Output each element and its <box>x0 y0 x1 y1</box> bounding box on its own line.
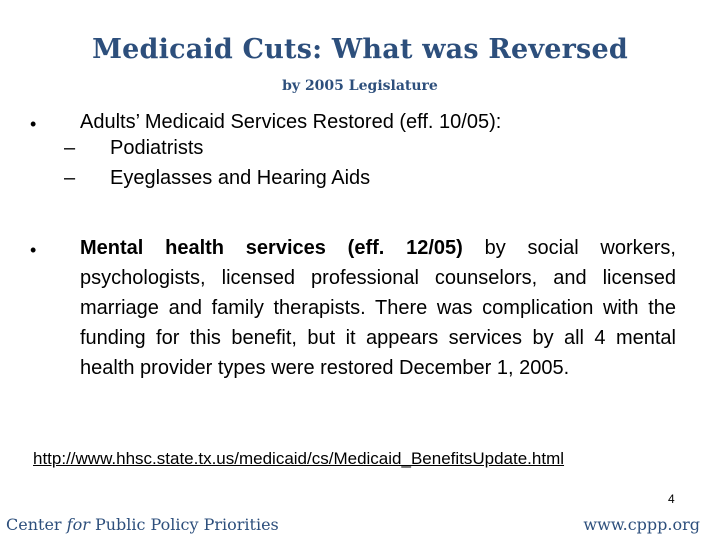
subitem-eyeglasses: Eyeglasses and Hearing Aids <box>110 167 371 189</box>
org-name-part: Public Policy Priorities <box>89 515 279 534</box>
slide-title: Medicaid Cuts: What was Reversed <box>92 34 628 65</box>
bullet-mental-health <box>80 233 676 383</box>
dash-marker: – <box>64 167 76 189</box>
footer-org-name <box>6 515 279 534</box>
slide-subtitle: by 2005 Legislature <box>282 78 438 94</box>
subitem-podiatrists: Podiatrists <box>110 137 204 159</box>
bullet-marker: • <box>30 114 37 134</box>
org-name-part: Center <box>6 515 67 534</box>
mental-health-text: by social workers, psychologists, licensed professional counselors, and licensed marriage and family therapists. There was complication with the funding for this benefit, but it appears services by all 4 mental health provider types were restored December 1, 2005. <box>80 237 676 379</box>
dash-marker: – <box>64 137 76 159</box>
footer-website: www.cppp.org <box>583 515 700 534</box>
bullet-marker: • <box>30 240 37 260</box>
page-number: 4 <box>668 492 675 506</box>
bullet-heading-adults: Adults’ Medicaid Services Restored (eff. 10/05): <box>80 111 502 133</box>
benefits-update-link[interactable]: http://www.hhsc.state.tx.us/medicaid/cs/Medicaid_BenefitsUpdate.html <box>33 449 565 468</box>
org-name-italic: for <box>66 515 90 534</box>
mental-health-bold-lead: Mental health services (eff. 12/05) <box>80 237 463 259</box>
